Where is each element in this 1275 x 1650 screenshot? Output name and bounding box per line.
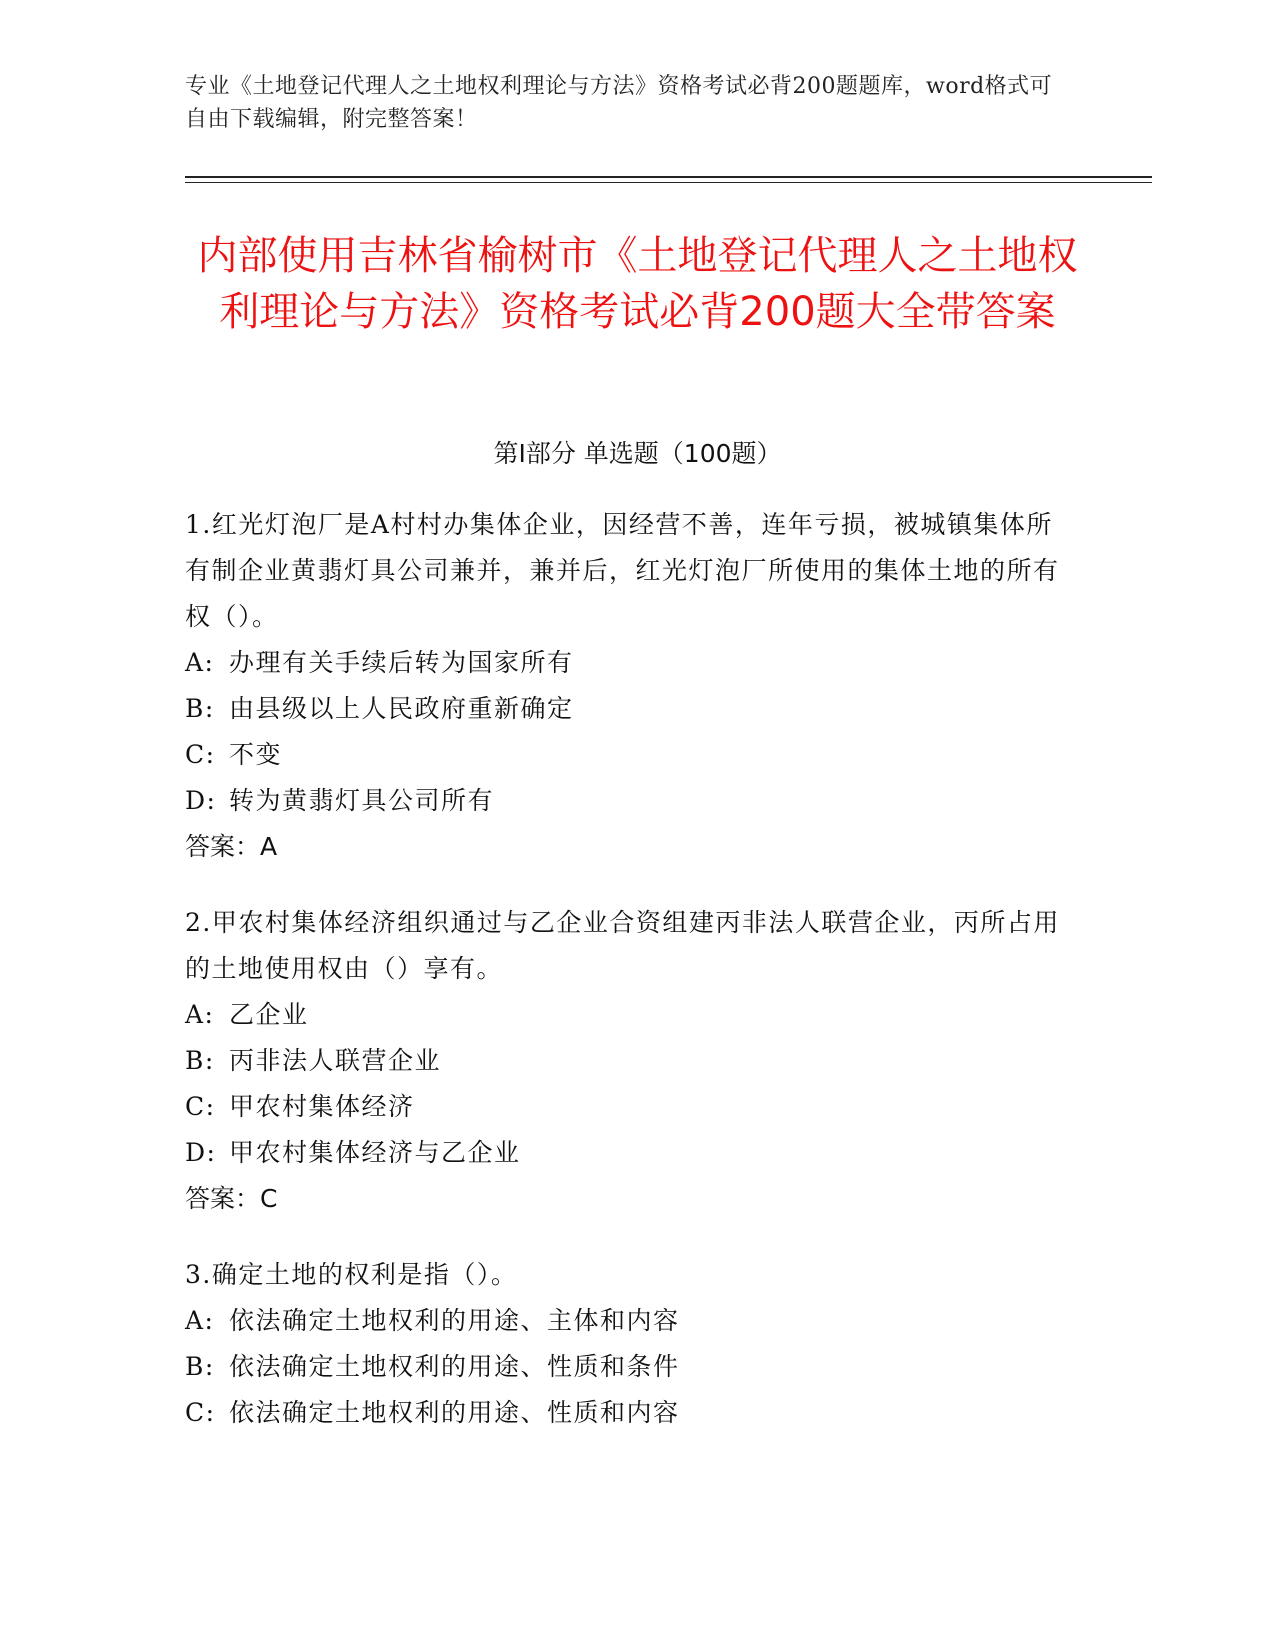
question-stem: 2.甲农村集体经济组织通过与乙企业合资组建丙非法人联营企业，丙所占用的土地使用权由（）享有。: [185, 908, 1060, 983]
option-key: A:: [185, 648, 215, 677]
option-text: 由县级以上人民政府重新确定: [229, 694, 574, 723]
option-key: D:: [185, 786, 217, 815]
option-b: [185, 686, 1065, 732]
option-text: 依法确定土地权利的用途、性质和条件: [229, 1352, 680, 1381]
option-d: [185, 778, 1065, 824]
option-c: [185, 1084, 1065, 1130]
option-key: A:: [185, 1306, 215, 1335]
answer: 答案：C: [185, 1184, 278, 1213]
header-rule-thin: [185, 182, 1152, 183]
option-key: C:: [185, 740, 216, 769]
section-title: 第Ⅰ部分 单选题（100题）: [493, 439, 782, 468]
option-key: B:: [185, 1352, 215, 1381]
option-text: 办理有关手续后转为国家所有: [229, 648, 574, 677]
option-text: 依法确定土地权利的用途、主体和内容: [229, 1306, 680, 1335]
option-key: D:: [185, 1138, 217, 1167]
question-3: [185, 1252, 1065, 1436]
option-b: [185, 1038, 1065, 1084]
option-text: 转为黄翡灯具公司所有: [229, 786, 495, 815]
option-text: 甲农村集体经济: [229, 1092, 415, 1121]
option-text: 甲农村集体经济与乙企业: [229, 1138, 521, 1167]
option-a: [185, 1298, 1065, 1344]
header-rule-thick: [185, 176, 1152, 178]
option-c: [185, 1390, 1065, 1436]
document-title: 内部使用吉林省榆树市《土地登记代理人之土地权利理论与方法》资格考试必背200题大全带答案: [197, 233, 1078, 335]
option-a: [185, 640, 1065, 686]
option-key: C:: [185, 1092, 216, 1121]
option-a: [185, 992, 1065, 1038]
option-text: 乙企业: [229, 1000, 309, 1029]
header-note: 专业《土地登记代理人之土地权利理论与方法》资格考试必背200题题库，word格式可自由下载编辑，附完整答案！: [185, 74, 1053, 132]
question-stem: 1.红光灯泡厂是A村村办集体企业，因经营不善，连年亏损，被城镇集体所有制企业黄翡灯具公司兼并，兼并后，红光灯泡厂所使用的集体土地的所有权（）。: [185, 510, 1060, 631]
option-key: C:: [185, 1398, 216, 1427]
option-b: [185, 1344, 1065, 1390]
option-key: B:: [185, 1046, 215, 1075]
option-c: [185, 732, 1065, 778]
question-1: [185, 502, 1065, 870]
option-text: 丙非法人联营企业: [229, 1046, 442, 1075]
option-d: [185, 1130, 1065, 1176]
question-stem: 3.确定土地的权利是指（）。: [185, 1260, 518, 1289]
option-key: A:: [185, 1000, 215, 1029]
question-2: [185, 900, 1065, 1222]
option-key: B:: [185, 694, 215, 723]
option-text: 不变: [229, 740, 283, 769]
answer: 答案：A: [185, 832, 278, 861]
option-text: 依法确定土地权利的用途、性质和内容: [229, 1398, 680, 1427]
